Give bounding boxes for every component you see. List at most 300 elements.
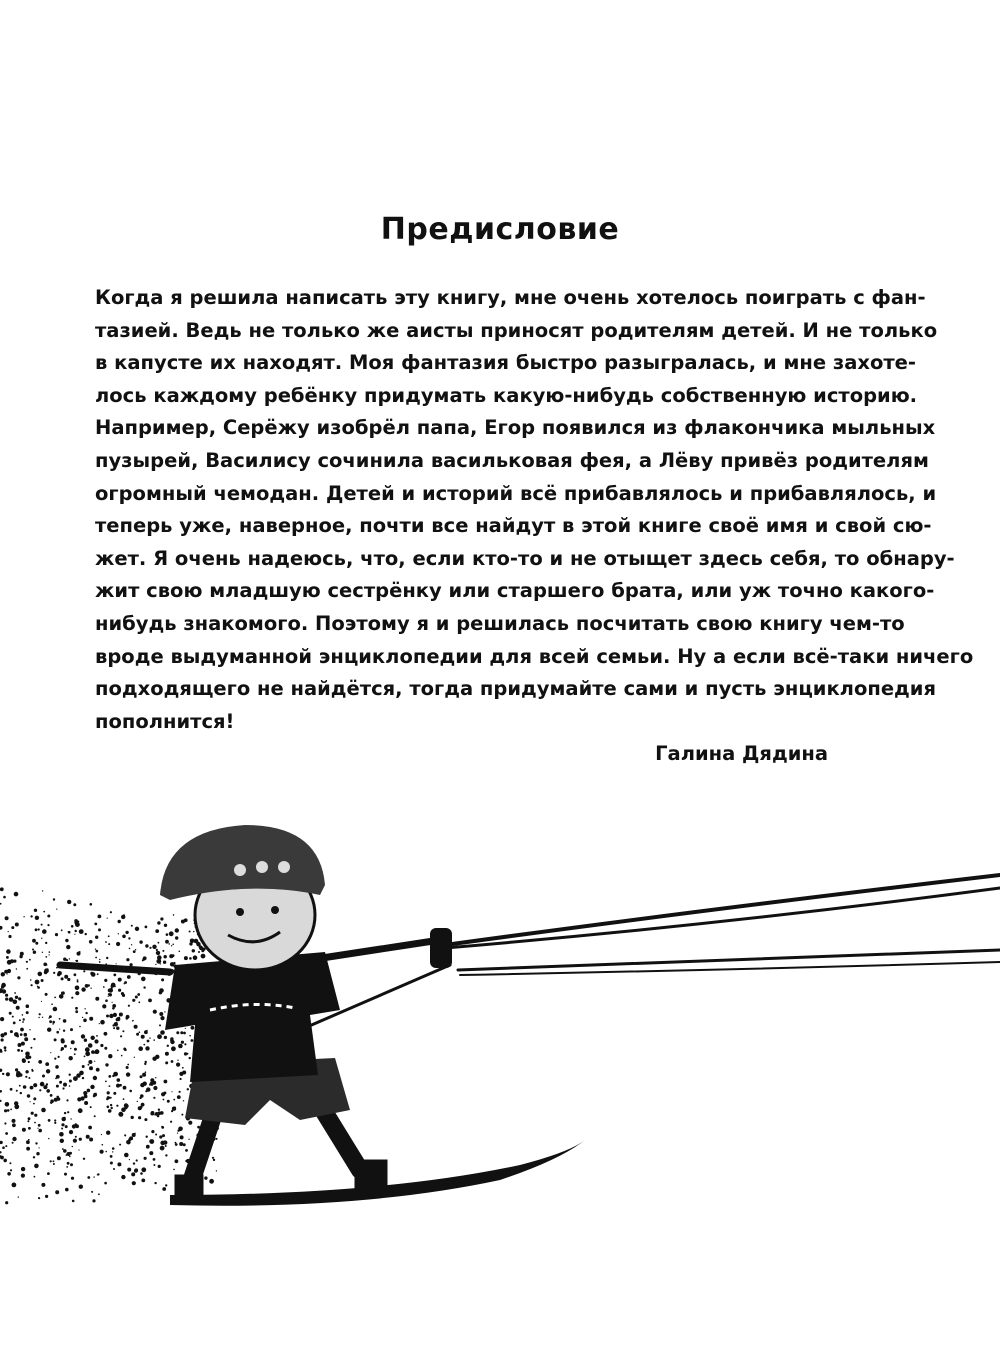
- spray-speck: [28, 1127, 31, 1130]
- spray-speck: [108, 1075, 111, 1078]
- spray-speck: [118, 989, 121, 992]
- spray-speck: [161, 1126, 164, 1129]
- spray-speck: [102, 1004, 106, 1008]
- spray-speck: [110, 1155, 113, 1158]
- spray-speck: [82, 1017, 83, 1018]
- spray-speck: [120, 1035, 122, 1037]
- spray-speck: [29, 959, 31, 961]
- spray-speck: [175, 1143, 178, 1146]
- spray-speck: [102, 1144, 104, 1146]
- spray-speck: [2, 1073, 4, 1075]
- spray-speck: [143, 1044, 145, 1046]
- spray-speck: [71, 1177, 74, 1180]
- spray-speck: [5, 1201, 8, 1204]
- spray-speck: [38, 1124, 41, 1127]
- spray-speck: [167, 1100, 170, 1103]
- spray-speck: [135, 996, 138, 999]
- spray-speck: [65, 1125, 68, 1128]
- spray-speck: [173, 1099, 175, 1101]
- spray-speck: [209, 1179, 214, 1184]
- spray-speck: [8, 935, 11, 938]
- spray-speck: [59, 1029, 60, 1030]
- spray-speck: [187, 1088, 189, 1090]
- spray-speck: [16, 1090, 18, 1092]
- spray-speck: [125, 931, 128, 934]
- spray-speck: [71, 997, 73, 999]
- spray-speck: [98, 915, 102, 919]
- spray-speck: [61, 1047, 64, 1050]
- spray-speck: [124, 1103, 128, 1107]
- spray-speck: [53, 1007, 58, 1012]
- spray-speck: [5, 1145, 7, 1147]
- spray-speck: [159, 988, 164, 993]
- spray-speck: [95, 957, 97, 959]
- spray-speck: [157, 1115, 160, 1118]
- spray-speck: [19, 1019, 21, 1021]
- spray-speck: [132, 999, 135, 1002]
- spray-speck: [50, 1160, 52, 1162]
- spray-speck: [105, 1151, 107, 1153]
- spray-speck: [189, 931, 191, 933]
- spray-speck: [9, 1162, 11, 1164]
- spray-speck: [155, 1055, 159, 1059]
- spray-speck: [163, 1099, 165, 1101]
- spray-speck: [140, 1075, 143, 1078]
- spray-speck: [133, 1162, 135, 1164]
- spray-speck: [173, 1169, 175, 1171]
- spray-speck: [6, 956, 9, 959]
- spray-speck: [124, 1153, 129, 1158]
- spray-speck: [50, 1102, 52, 1104]
- spray-speck: [6, 973, 7, 974]
- spray-speck: [153, 1010, 157, 1014]
- spray-speck: [129, 948, 131, 950]
- spray-speck: [90, 1106, 92, 1108]
- spray-speck: [65, 1188, 69, 1192]
- spray-speck: [41, 1001, 42, 1002]
- spray-speck: [165, 1154, 167, 1156]
- spray-speck: [164, 1080, 168, 1084]
- spray-speck: [179, 1072, 183, 1076]
- spray-speck: [79, 1026, 81, 1028]
- spray-speck: [181, 1041, 184, 1044]
- spray-speck: [108, 1054, 112, 1058]
- preface-line: подходящего не найдётся, тогда придумайте сами и пусть энциклопедия: [95, 677, 936, 701]
- spray-speck: [96, 950, 99, 953]
- spray-speck: [33, 951, 36, 954]
- spray-speck: [61, 977, 64, 980]
- spray-speck: [45, 993, 48, 996]
- spray-speck: [49, 1015, 52, 1018]
- spray-speck: [142, 958, 145, 961]
- spray-speck: [159, 1012, 163, 1016]
- spray-speck: [167, 999, 169, 1001]
- spray-speck: [70, 1163, 73, 1166]
- spray-speck: [117, 1078, 121, 1082]
- spray-speck: [151, 1130, 154, 1133]
- spray-speck: [67, 1111, 69, 1113]
- spray-speck: [99, 959, 100, 960]
- spray-speck: [171, 945, 172, 946]
- spray-speck: [61, 1123, 64, 1126]
- spray-speck: [0, 1090, 2, 1093]
- spray-speck: [70, 1028, 73, 1031]
- spray-speck: [23, 1018, 25, 1020]
- spray-speck: [172, 1107, 176, 1111]
- spray-speck: [81, 987, 85, 991]
- spray-speck: [0, 887, 4, 891]
- spray-speck: [106, 957, 108, 959]
- spray-speck: [107, 1091, 110, 1094]
- spray-speck: [168, 943, 170, 945]
- spray-speck: [179, 951, 181, 953]
- spray-speck: [60, 1139, 64, 1143]
- spray-speck: [28, 1077, 30, 1079]
- preface-line: Когда я решила написать эту книгу, мне очень хотелось поиграть с фан-: [95, 286, 926, 309]
- spray-speck: [86, 1102, 88, 1104]
- spray-speck: [48, 1119, 51, 1122]
- spray-speck: [193, 955, 198, 960]
- spray-speck: [64, 1117, 66, 1119]
- spray-speck: [165, 940, 169, 944]
- spray-speck: [53, 972, 55, 974]
- spray-speck: [12, 1183, 17, 1188]
- spray-speck: [26, 1004, 30, 1008]
- spray-speck: [108, 993, 110, 995]
- spray-speck: [0, 1156, 4, 1160]
- spray-speck: [74, 934, 75, 935]
- spray-speck: [144, 1030, 148, 1034]
- spray-speck: [37, 986, 40, 989]
- spray-speck: [47, 1172, 50, 1175]
- spray-speck: [67, 978, 70, 981]
- spray-speck: [216, 1170, 217, 1171]
- spray-speck: [48, 1138, 49, 1139]
- preface-line: жит свою младшую сестрёнку или старшего брата, или уж точно какого-: [95, 579, 935, 603]
- spray-speck: [212, 1157, 214, 1159]
- spray-speck: [13, 1022, 16, 1025]
- spray-speck: [37, 1128, 38, 1129]
- spray-speck: [54, 1038, 57, 1041]
- spray-speck: [20, 1028, 24, 1032]
- spray-speck: [67, 1162, 70, 1165]
- spray-speck: [126, 1072, 130, 1076]
- spray-speck: [179, 1142, 183, 1146]
- boy-wakeboarding-illustration: [0, 800, 1000, 1220]
- spray-speck: [86, 1135, 90, 1139]
- spray-speck: [13, 960, 16, 963]
- spray-speck: [38, 1060, 42, 1064]
- spray-speck: [81, 1034, 85, 1038]
- spray-speck: [113, 1072, 118, 1077]
- spray-speck: [83, 1019, 87, 1023]
- spray-speck: [52, 1021, 55, 1024]
- preface-line: вроде выдуманной энциклопедии для всей семьи. Ну а если всё-таки ничего: [95, 644, 974, 668]
- spray-speck: [16, 968, 17, 969]
- spray-speck: [171, 1091, 172, 1092]
- spray-speck: [38, 1129, 42, 1133]
- spray-speck: [98, 928, 101, 931]
- spray-speck: [28, 1061, 30, 1063]
- spray-speck: [116, 1105, 118, 1107]
- spray-speck: [30, 1101, 31, 1102]
- spray-speck: [19, 955, 22, 958]
- spray-speck: [84, 1039, 87, 1042]
- tow-rope-lines: [300, 875, 1000, 1030]
- spray-speck: [12, 1137, 16, 1141]
- spray-speck: [34, 1164, 39, 1169]
- spray-speck: [185, 1160, 187, 1162]
- spray-speck: [186, 1053, 188, 1055]
- spray-speck: [63, 1149, 67, 1153]
- spray-speck: [54, 1122, 56, 1124]
- spray-speck: [42, 952, 43, 953]
- spray-speck: [139, 940, 142, 943]
- spray-speck: [189, 1057, 191, 1059]
- spray-speck: [56, 1085, 59, 1088]
- spray-speck: [66, 945, 70, 949]
- spray-speck: [4, 1122, 6, 1124]
- spray-speck: [46, 1083, 48, 1085]
- spray-speck: [144, 1118, 147, 1121]
- spray-speck: [83, 1091, 87, 1095]
- spray-speck: [22, 1059, 26, 1063]
- spray-speck: [149, 1139, 154, 1144]
- spray-speck: [35, 928, 38, 931]
- spray-speck: [75, 1010, 78, 1013]
- spray-speck: [4, 1109, 7, 1112]
- spray-speck: [88, 984, 90, 986]
- spray-speck: [129, 1159, 130, 1160]
- spray-speck: [134, 1025, 138, 1029]
- spray-speck: [112, 1002, 113, 1003]
- spray-speck: [75, 930, 77, 932]
- spray-speck: [74, 973, 77, 976]
- spray-speck: [74, 1048, 77, 1051]
- spray-speck: [159, 1135, 162, 1138]
- spray-speck: [55, 933, 58, 936]
- spray-speck: [183, 1100, 184, 1101]
- spray-speck: [80, 1096, 84, 1100]
- spray-speck: [0, 1069, 2, 1072]
- spray-speck: [162, 1187, 166, 1191]
- spray-speck: [184, 918, 188, 922]
- spray-speck: [89, 1066, 93, 1070]
- spray-speck: [111, 983, 116, 988]
- spray-speck: [20, 1092, 22, 1094]
- spray-texture: [0, 887, 222, 1204]
- spray-speck: [189, 1035, 191, 1037]
- spray-speck: [135, 927, 139, 931]
- spray-speck: [61, 929, 63, 931]
- spray-speck: [146, 1136, 148, 1138]
- spray-speck: [117, 1162, 121, 1166]
- spray-speck: [66, 1166, 68, 1168]
- spray-speck: [185, 1028, 186, 1029]
- spray-speck: [49, 954, 50, 955]
- spray-speck: [45, 942, 47, 944]
- spray-speck: [77, 979, 79, 981]
- spray-speck: [113, 1168, 115, 1170]
- spray-speck: [66, 959, 68, 961]
- spray-speck: [22, 1021, 24, 1023]
- spray-speck: [34, 1122, 36, 1124]
- spray-speck: [85, 1047, 90, 1052]
- spray-speck: [25, 1052, 30, 1057]
- spray-speck: [170, 962, 174, 966]
- spray-speck: [145, 1090, 147, 1092]
- spray-speck: [96, 1068, 100, 1072]
- spray-speck: [25, 1076, 27, 1078]
- spray-speck: [18, 1043, 22, 1047]
- spray-speck: [182, 1067, 184, 1069]
- spray-speck: [108, 1109, 112, 1113]
- spray-speck: [147, 1048, 149, 1050]
- spray-speck: [201, 954, 206, 959]
- preface-line: нибудь знакомого. Поэтому я и решилась посчитать свою книгу чем-то: [95, 611, 905, 635]
- spray-speck: [33, 1038, 35, 1040]
- spray-speck: [4, 1049, 6, 1051]
- spray-speck: [45, 1195, 48, 1198]
- spray-speck: [83, 970, 85, 972]
- spray-speck: [68, 931, 71, 934]
- spray-speck: [38, 928, 40, 930]
- spray-speck: [180, 1031, 183, 1034]
- spray-speck: [169, 931, 174, 936]
- spray-speck: [5, 1132, 8, 1135]
- spray-speck: [198, 951, 200, 953]
- spray-speck: [148, 999, 152, 1003]
- spray-speck: [204, 1176, 207, 1179]
- spray-speck: [113, 1027, 115, 1029]
- spray-speck: [65, 939, 68, 942]
- helmet: [160, 825, 325, 900]
- spray-speck: [61, 991, 64, 994]
- spray-speck: [23, 1085, 27, 1089]
- spray-speck: [8, 931, 9, 932]
- spray-speck: [131, 1172, 135, 1176]
- spray-speck: [93, 1176, 94, 1177]
- spray-speck: [3, 896, 6, 899]
- spray-speck: [89, 1017, 93, 1021]
- spray-speck: [59, 1018, 61, 1020]
- spray-speck: [91, 1050, 95, 1054]
- spray-speck: [165, 1184, 167, 1186]
- spray-speck: [92, 1199, 95, 1202]
- spray-speck: [27, 1120, 29, 1122]
- spray-speck: [126, 1017, 129, 1020]
- spray-speck: [51, 1003, 53, 1005]
- spray-speck: [26, 961, 28, 963]
- spray-speck: [134, 1169, 138, 1173]
- spray-speck: [158, 1165, 161, 1168]
- spray-speck: [89, 940, 93, 944]
- spray-speck: [130, 963, 133, 966]
- spray-speck: [153, 1086, 157, 1090]
- spray-speck: [59, 1081, 62, 1084]
- spray-speck: [135, 949, 136, 950]
- spray-speck: [59, 994, 64, 999]
- spray-speck: [112, 1024, 114, 1026]
- spray-speck: [30, 915, 32, 917]
- spray-speck: [41, 979, 44, 982]
- spray-speck: [34, 909, 37, 912]
- spray-speck: [57, 1156, 61, 1160]
- spray-speck: [147, 1040, 150, 1043]
- spray-speck: [165, 1145, 167, 1147]
- spray-speck: [107, 918, 108, 919]
- spray-speck: [164, 1036, 167, 1039]
- spray-speck: [72, 1200, 75, 1203]
- spray-speck: [175, 1159, 179, 1163]
- spray-speck: [55, 1065, 59, 1069]
- spray-speck: [119, 1084, 122, 1087]
- spray-speck: [175, 936, 178, 939]
- spray-speck: [45, 956, 47, 958]
- spray-speck: [57, 973, 60, 976]
- spray-speck: [156, 959, 161, 964]
- spray-speck: [141, 1103, 145, 1107]
- spray-speck: [41, 924, 43, 926]
- spray-speck: [64, 975, 68, 979]
- spray-speck: [155, 1077, 156, 1078]
- spray-speck: [177, 1095, 181, 1099]
- spray-speck: [193, 931, 194, 932]
- spray-speck: [155, 929, 159, 933]
- spray-speck: [7, 1172, 11, 1176]
- preface-line: пополнится!: [95, 709, 235, 733]
- spray-speck: [188, 1139, 189, 1140]
- spray-speck: [46, 1089, 50, 1093]
- spray-speck: [12, 1123, 16, 1127]
- spray-speck: [124, 1048, 127, 1051]
- preface-line: Например, Серёжу изобрёл папа, Егор появился из флакончика мыльных: [95, 416, 936, 440]
- spray-speck: [121, 1055, 123, 1057]
- spray-speck: [84, 1008, 85, 1009]
- spray-speck: [126, 1066, 129, 1069]
- spray-speck: [69, 1085, 71, 1087]
- preface-line: огромный чемодан. Детей и историй всё прибавлялось и прибавлялось, и: [95, 481, 937, 505]
- spray-speck: [124, 1135, 126, 1137]
- spray-speck: [35, 942, 38, 945]
- spray-speck: [127, 975, 131, 979]
- spray-speck: [33, 1083, 37, 1087]
- spray-speck: [160, 917, 163, 920]
- spray-speck: [179, 1091, 181, 1093]
- spray-speck: [90, 988, 91, 989]
- spray-speck: [15, 923, 19, 927]
- spray-speck: [29, 1029, 30, 1030]
- spray-speck: [64, 1112, 66, 1114]
- spray-speck: [10, 1109, 12, 1111]
- spray-speck: [24, 1033, 28, 1037]
- spray-speck: [91, 1036, 95, 1040]
- spray-speck: [124, 981, 127, 984]
- spray-speck: [67, 900, 71, 904]
- spray-speck: [56, 909, 57, 910]
- spray-speck: [109, 1085, 111, 1087]
- spray-speck: [71, 1040, 75, 1044]
- spray-speck: [39, 1013, 41, 1015]
- spray-speck: [145, 1071, 147, 1073]
- spray-speck: [104, 979, 107, 982]
- spray-speck: [47, 915, 50, 918]
- spray-speck: [31, 1112, 34, 1115]
- spray-speck: [36, 1152, 39, 1155]
- spray-speck: [191, 1039, 194, 1042]
- spray-speck: [118, 933, 119, 934]
- preface-line: жет. Я очень надеюсь, что, если кто-то и не отыщет здесь себя, то обнару-: [95, 546, 955, 570]
